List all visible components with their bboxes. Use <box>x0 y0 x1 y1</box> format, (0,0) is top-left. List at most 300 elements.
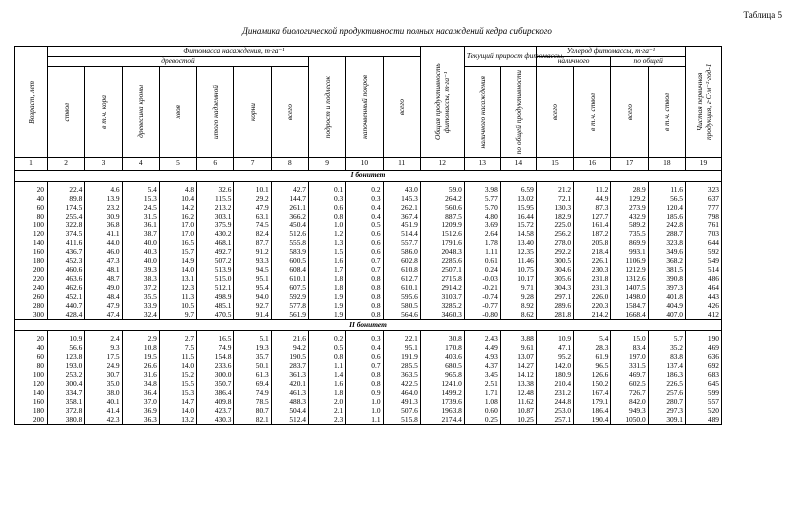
value-cell: 10.8 <box>122 344 159 353</box>
value-cell: 21.6 <box>271 335 308 344</box>
value-cell: 367.4 <box>383 213 420 222</box>
value-cell: 428.4 <box>48 311 85 320</box>
age-cell: 80 <box>15 213 48 222</box>
value-cell: 42.3 <box>85 416 122 425</box>
value-cell: 47.3 <box>85 257 122 266</box>
value-cell: 8.62 <box>500 311 536 320</box>
value-cell: 1312.6 <box>611 275 648 284</box>
value-cell: 798 <box>686 213 722 222</box>
value-cell: 323.8 <box>648 239 685 248</box>
value-cell: 589.2 <box>611 221 648 230</box>
value-cell: 460.6 <box>48 266 85 275</box>
value-cell: 0.3 <box>346 195 383 204</box>
value-cell: 1209.9 <box>420 221 464 230</box>
age-cell: 40 <box>15 344 48 353</box>
value-cell: 514.4 <box>383 230 420 239</box>
value-cell: 366.2 <box>271 213 308 222</box>
value-cell: 26.6 <box>122 362 159 371</box>
value-cell: 4.80 <box>464 213 500 222</box>
value-cell: 190 <box>686 335 722 344</box>
section-title: II бонитет <box>15 320 722 331</box>
value-cell: 9.28 <box>500 293 536 302</box>
value-cell: 512.6 <box>271 230 308 239</box>
value-cell: 297.3 <box>648 407 685 416</box>
value-cell: 610.1 <box>383 284 420 293</box>
value-cell: 0.8 <box>308 353 345 362</box>
value-cell: 577.8 <box>271 302 308 311</box>
value-cell: 14.27 <box>500 362 536 371</box>
value-cell: 35.5 <box>122 293 159 302</box>
productivity-table <box>14 46 722 425</box>
value-cell: 1.1 <box>346 416 383 425</box>
value-cell: 83.4 <box>611 344 648 353</box>
value-cell: 48.4 <box>85 293 122 302</box>
age-cell: 180 <box>15 407 48 416</box>
value-cell: 489 <box>686 416 722 425</box>
value-cell: 504.4 <box>271 407 308 416</box>
value-cell: 5.4 <box>574 335 611 344</box>
column-number: 9 <box>308 157 345 170</box>
value-cell: 450.4 <box>271 221 308 230</box>
value-cell: 443 <box>686 293 722 302</box>
table-row <box>15 293 722 302</box>
value-cell: 361.3 <box>271 371 308 380</box>
value-cell: 11.2 <box>574 186 611 195</box>
value-cell: 13.02 <box>500 195 536 204</box>
value-cell: 36.9 <box>122 407 159 416</box>
value-cell: 226.0 <box>574 293 611 302</box>
value-cell: 13.38 <box>500 380 536 389</box>
value-cell: 488.3 <box>271 398 308 407</box>
value-cell: 564.6 <box>383 311 420 320</box>
value-cell: 599 <box>686 389 722 398</box>
value-cell: 1.71 <box>464 389 500 398</box>
value-cell: 129.2 <box>611 195 648 204</box>
value-cell: 436.7 <box>48 248 85 257</box>
value-cell: 1212.9 <box>611 266 648 275</box>
value-cell: 420.1 <box>271 380 308 389</box>
value-cell: 0.2 <box>308 335 345 344</box>
value-cell: 1499.2 <box>420 389 464 398</box>
value-cell: 0.2 <box>346 186 383 195</box>
header-current-total-prod: по общей продуктивности <box>500 66 536 157</box>
header-carbon-existing: наличного <box>536 56 611 66</box>
value-cell: 264.2 <box>420 195 464 204</box>
value-cell: 592 <box>686 248 722 257</box>
value-cell: 87.3 <box>574 204 611 213</box>
value-cell: 12.48 <box>500 389 536 398</box>
header-crown-wood: древесина кроны <box>122 66 159 157</box>
header-stem: ствол <box>48 66 85 157</box>
value-cell: 0.8 <box>346 293 383 302</box>
age-cell: 220 <box>15 275 48 284</box>
value-cell: 374.5 <box>48 230 85 239</box>
value-cell: 334.7 <box>48 389 85 398</box>
value-cell: 4.8 <box>159 186 196 195</box>
header-stand: древостой <box>48 56 309 66</box>
value-cell: 40.0 <box>122 239 159 248</box>
value-cell: 187.2 <box>574 230 611 239</box>
value-cell: 2285.6 <box>420 257 464 266</box>
value-cell: 515.8 <box>383 416 420 425</box>
value-cell: 1241.0 <box>420 380 464 389</box>
value-cell: 372.8 <box>48 407 85 416</box>
value-cell: 14.0 <box>159 407 196 416</box>
value-cell: 309.1 <box>648 416 685 425</box>
value-cell: 464.0 <box>383 389 420 398</box>
value-cell: 30.9 <box>85 213 122 222</box>
header-carbon: Углерод фитомассы, т·га⁻¹ <box>536 47 685 57</box>
value-cell: 242.8 <box>648 221 685 230</box>
value-cell: 47.1 <box>536 344 573 353</box>
value-cell: 422.5 <box>383 380 420 389</box>
value-cell: 253.0 <box>536 407 573 416</box>
header-all-total: всего <box>383 56 420 157</box>
age-cell: 200 <box>15 266 48 275</box>
value-cell: 80.7 <box>234 407 271 416</box>
value-cell: 1.4 <box>308 371 345 380</box>
value-cell: -0.77 <box>464 302 500 311</box>
header-carbon-stem-2: в т.ч. ствол <box>648 66 685 157</box>
value-cell: 4.6 <box>85 186 122 195</box>
value-cell: 16.2 <box>159 213 196 222</box>
value-cell: 72.1 <box>536 195 573 204</box>
column-number: 5 <box>159 157 196 170</box>
column-number: 8 <box>271 157 308 170</box>
column-number: 16 <box>574 157 611 170</box>
value-cell: 1.6 <box>308 380 345 389</box>
value-cell: 43.0 <box>383 186 420 195</box>
value-cell: 608.4 <box>271 266 308 275</box>
value-cell: 186.3 <box>648 371 685 380</box>
value-cell: 2715.8 <box>420 275 464 284</box>
column-number: 11 <box>383 157 420 170</box>
value-cell: 610.1 <box>271 275 308 284</box>
value-cell: 15.2 <box>159 371 196 380</box>
value-cell: 580.5 <box>383 302 420 311</box>
age-cell: 120 <box>15 230 48 239</box>
value-cell: 350.7 <box>197 380 234 389</box>
value-cell: 167.4 <box>574 389 611 398</box>
value-cell: 0.8 <box>308 213 345 222</box>
value-cell: 31.6 <box>122 371 159 380</box>
column-number: 13 <box>464 157 500 170</box>
value-cell: 404.9 <box>648 302 685 311</box>
value-cell: 451.9 <box>383 221 420 230</box>
value-cell: 403.6 <box>420 353 464 362</box>
header-bark: в т.ч. кора <box>85 66 122 157</box>
value-cell: 220.3 <box>574 302 611 311</box>
value-cell: 17.0 <box>159 221 196 230</box>
value-cell: 557 <box>686 398 722 407</box>
table-row <box>15 230 722 239</box>
value-cell: 278.0 <box>536 239 573 248</box>
value-cell: 586.0 <box>383 248 420 257</box>
value-cell: 28.3 <box>574 344 611 353</box>
age-cell: 60 <box>15 204 48 213</box>
value-cell: 1.5 <box>308 248 345 257</box>
value-cell: 130.3 <box>536 204 573 213</box>
value-cell: 595.6 <box>383 293 420 302</box>
value-cell: 0.7 <box>346 362 383 371</box>
value-cell: 1407.5 <box>611 284 648 293</box>
value-cell: 2.9 <box>122 335 159 344</box>
value-cell: 9.7 <box>159 311 196 320</box>
column-number: 2 <box>48 157 85 170</box>
table-row <box>15 362 722 371</box>
value-cell: 13.9 <box>85 195 122 204</box>
age-cell: 240 <box>15 284 48 293</box>
table-row <box>15 204 722 213</box>
value-cell: 36.3 <box>122 416 159 425</box>
value-cell: 726.7 <box>611 389 648 398</box>
value-cell: 0.8 <box>346 371 383 380</box>
header-total-productivity: Общая продуктивность фитомассы, т·га⁻¹ <box>420 47 464 158</box>
header-current-increment: Текущий прирост фитомассы, <box>464 47 536 67</box>
value-cell: 15.7 <box>159 248 196 257</box>
value-cell: 33.9 <box>122 302 159 311</box>
value-cell: 145.3 <box>383 195 420 204</box>
value-cell: 645 <box>686 380 722 389</box>
value-cell: 610.8 <box>383 266 420 275</box>
value-cell: 368.2 <box>648 257 685 266</box>
value-cell: 1.9 <box>308 302 345 311</box>
value-cell: 93.3 <box>234 257 271 266</box>
value-cell: 34.8 <box>122 380 159 389</box>
value-cell: 0.61 <box>464 257 500 266</box>
value-cell: 636 <box>686 353 722 362</box>
column-number: 3 <box>85 157 122 170</box>
column-number: 1 <box>15 157 48 170</box>
table-row <box>15 416 722 425</box>
value-cell: 430.3 <box>197 416 234 425</box>
header-carbon-total: по общей <box>611 56 686 66</box>
value-cell: 11.6 <box>648 186 685 195</box>
value-cell: 40.0 <box>122 257 159 266</box>
value-cell: 210.4 <box>536 380 573 389</box>
value-cell: 273.9 <box>611 204 648 213</box>
value-cell: 0.5 <box>308 344 345 353</box>
value-cell: 0.4 <box>346 204 383 213</box>
value-cell: 8.92 <box>500 302 536 311</box>
value-cell: 31.5 <box>122 213 159 222</box>
value-cell: 7.5 <box>159 344 196 353</box>
value-cell: 191.9 <box>383 353 420 362</box>
value-cell: 226.5 <box>648 380 685 389</box>
value-cell: 1.2 <box>308 230 345 239</box>
value-cell: 289.6 <box>536 302 573 311</box>
value-cell: 78.5 <box>234 398 271 407</box>
age-cell: 100 <box>15 221 48 230</box>
value-cell: 485.1 <box>197 302 234 311</box>
value-cell: 123.8 <box>48 353 85 362</box>
value-cell: 11.62 <box>500 398 536 407</box>
value-cell: 498.9 <box>197 293 234 302</box>
table-row <box>15 344 722 353</box>
table-row <box>15 353 722 362</box>
value-cell: 304.6 <box>536 266 573 275</box>
value-cell: 1050.0 <box>611 416 648 425</box>
column-number: 7 <box>234 157 271 170</box>
value-cell: 680.5 <box>420 362 464 371</box>
value-cell: 40.3 <box>122 248 159 257</box>
column-number: 12 <box>420 157 464 170</box>
value-cell: 2174.4 <box>420 416 464 425</box>
value-cell: 887.5 <box>420 213 464 222</box>
value-cell: 397.3 <box>648 284 685 293</box>
value-cell: 32.4 <box>122 311 159 320</box>
value-cell: 464 <box>686 284 722 293</box>
value-cell: 283.7 <box>271 362 308 371</box>
value-cell: 5.4 <box>122 186 159 195</box>
header-ground-cover: напочвенный покров <box>346 56 383 157</box>
value-cell: 3460.3 <box>420 311 464 320</box>
value-cell: 486 <box>686 275 722 284</box>
value-cell: 323 <box>686 186 722 195</box>
value-cell: 63.1 <box>234 213 271 222</box>
value-cell: 47.9 <box>85 302 122 311</box>
value-cell: 47.9 <box>234 204 271 213</box>
column-number: 6 <box>197 157 234 170</box>
value-cell: 256.2 <box>536 230 573 239</box>
value-cell: 190.5 <box>271 353 308 362</box>
value-cell: 401.8 <box>648 293 685 302</box>
value-cell: 74.5 <box>234 221 271 230</box>
value-cell: 0.8 <box>346 302 383 311</box>
value-cell: 91.2 <box>234 248 271 257</box>
value-cell: 965.8 <box>420 371 464 380</box>
value-cell: 0.8 <box>346 380 383 389</box>
value-cell: 426 <box>686 302 722 311</box>
value-cell: 409.8 <box>197 398 234 407</box>
value-cell: 2507.1 <box>420 266 464 275</box>
value-cell: 592.9 <box>271 293 308 302</box>
value-cell: 36.4 <box>122 389 159 398</box>
value-cell: 363.5 <box>383 371 420 380</box>
value-cell: 297.1 <box>536 293 573 302</box>
age-cell: 40 <box>15 195 48 204</box>
value-cell: 515.0 <box>197 275 234 284</box>
value-cell: 380.8 <box>48 416 85 425</box>
value-cell: 38.0 <box>85 389 122 398</box>
value-cell: 602.5 <box>611 380 648 389</box>
value-cell: 2.1 <box>308 407 345 416</box>
value-cell: 231.2 <box>536 389 573 398</box>
value-cell: 1.9 <box>308 293 345 302</box>
value-cell: 692 <box>686 362 722 371</box>
value-cell: 3.69 <box>464 221 500 230</box>
header-age: Возраст, лет <box>15 47 48 158</box>
value-cell: 520 <box>686 407 722 416</box>
age-cell: 180 <box>15 257 48 266</box>
value-cell: -0.21 <box>464 284 500 293</box>
column-number: 4 <box>122 157 159 170</box>
age-cell: 200 <box>15 416 48 425</box>
value-cell: 0.8 <box>346 311 383 320</box>
value-cell: 14.9 <box>159 257 196 266</box>
value-cell: 411.6 <box>48 239 85 248</box>
value-cell: 1.11 <box>464 248 500 257</box>
value-cell: 56.5 <box>648 195 685 204</box>
value-cell: 869.9 <box>611 239 648 248</box>
value-cell: 407.0 <box>648 311 685 320</box>
value-cell: 3103.7 <box>420 293 464 302</box>
value-cell: 468.1 <box>197 239 234 248</box>
value-cell: 35.7 <box>234 353 271 362</box>
value-cell: 82.4 <box>234 230 271 239</box>
value-cell: 386.4 <box>197 389 234 398</box>
column-number: 17 <box>611 157 648 170</box>
value-cell: 22.1 <box>383 335 420 344</box>
value-cell: 358.1 <box>48 398 85 407</box>
value-cell: 56.6 <box>48 344 85 353</box>
value-cell: 61.3 <box>234 371 271 380</box>
value-cell: 5.77 <box>464 195 500 204</box>
value-cell: 305.6 <box>536 275 573 284</box>
value-cell: 142.0 <box>536 362 573 371</box>
value-cell: 2914.2 <box>420 284 464 293</box>
value-cell: 612.7 <box>383 275 420 284</box>
value-cell: 14.7 <box>159 398 196 407</box>
value-cell: 231.8 <box>574 275 611 284</box>
value-cell: 1.8 <box>308 275 345 284</box>
value-cell: 600.5 <box>271 257 308 266</box>
table-row <box>15 371 722 380</box>
value-cell: 514 <box>686 266 722 275</box>
value-cell: 9.61 <box>500 344 536 353</box>
value-cell: 561.9 <box>271 311 308 320</box>
value-cell: 16.44 <box>500 213 536 222</box>
value-cell: 0.4 <box>346 344 383 353</box>
value-cell: 137.4 <box>648 362 685 371</box>
header-stand-total: всего <box>271 66 308 157</box>
value-cell: 452.3 <box>48 257 85 266</box>
header-carbon-all-1: всего <box>536 66 573 157</box>
value-cell: 304.3 <box>536 284 573 293</box>
value-cell: 96.5 <box>574 362 611 371</box>
value-cell: 0.3 <box>308 195 345 204</box>
table-row <box>15 302 722 311</box>
value-cell: 0.7 <box>346 266 383 275</box>
value-cell: 0.6 <box>346 230 383 239</box>
value-cell: 37.2 <box>122 284 159 293</box>
value-cell: 13.07 <box>500 353 536 362</box>
value-cell: 1739.6 <box>420 398 464 407</box>
value-cell: 213.2 <box>197 204 234 213</box>
value-cell: 10.4 <box>159 195 196 204</box>
header-carbon-stem-1: в т.ч. ствол <box>574 66 611 157</box>
column-number: 10 <box>346 157 383 170</box>
value-cell: 21.2 <box>536 186 573 195</box>
value-cell: 95.2 <box>536 353 573 362</box>
value-cell: 38.7 <box>122 230 159 239</box>
value-cell: 0.3 <box>346 335 383 344</box>
value-cell: 11.46 <box>500 257 536 266</box>
value-cell: 22.4 <box>48 186 85 195</box>
value-cell: 257.6 <box>648 389 685 398</box>
table-row <box>15 257 722 266</box>
value-cell: 14.2 <box>159 204 196 213</box>
value-cell: 10.1 <box>234 186 271 195</box>
value-cell: 29.2 <box>234 195 271 204</box>
value-cell: 10.87 <box>500 407 536 416</box>
value-cell: 292.2 <box>536 248 573 257</box>
value-cell: 1.9 <box>308 311 345 320</box>
table-row <box>15 311 722 320</box>
value-cell: 1.0 <box>308 221 345 230</box>
value-cell: 95.1 <box>234 275 271 284</box>
table-row <box>15 407 722 416</box>
